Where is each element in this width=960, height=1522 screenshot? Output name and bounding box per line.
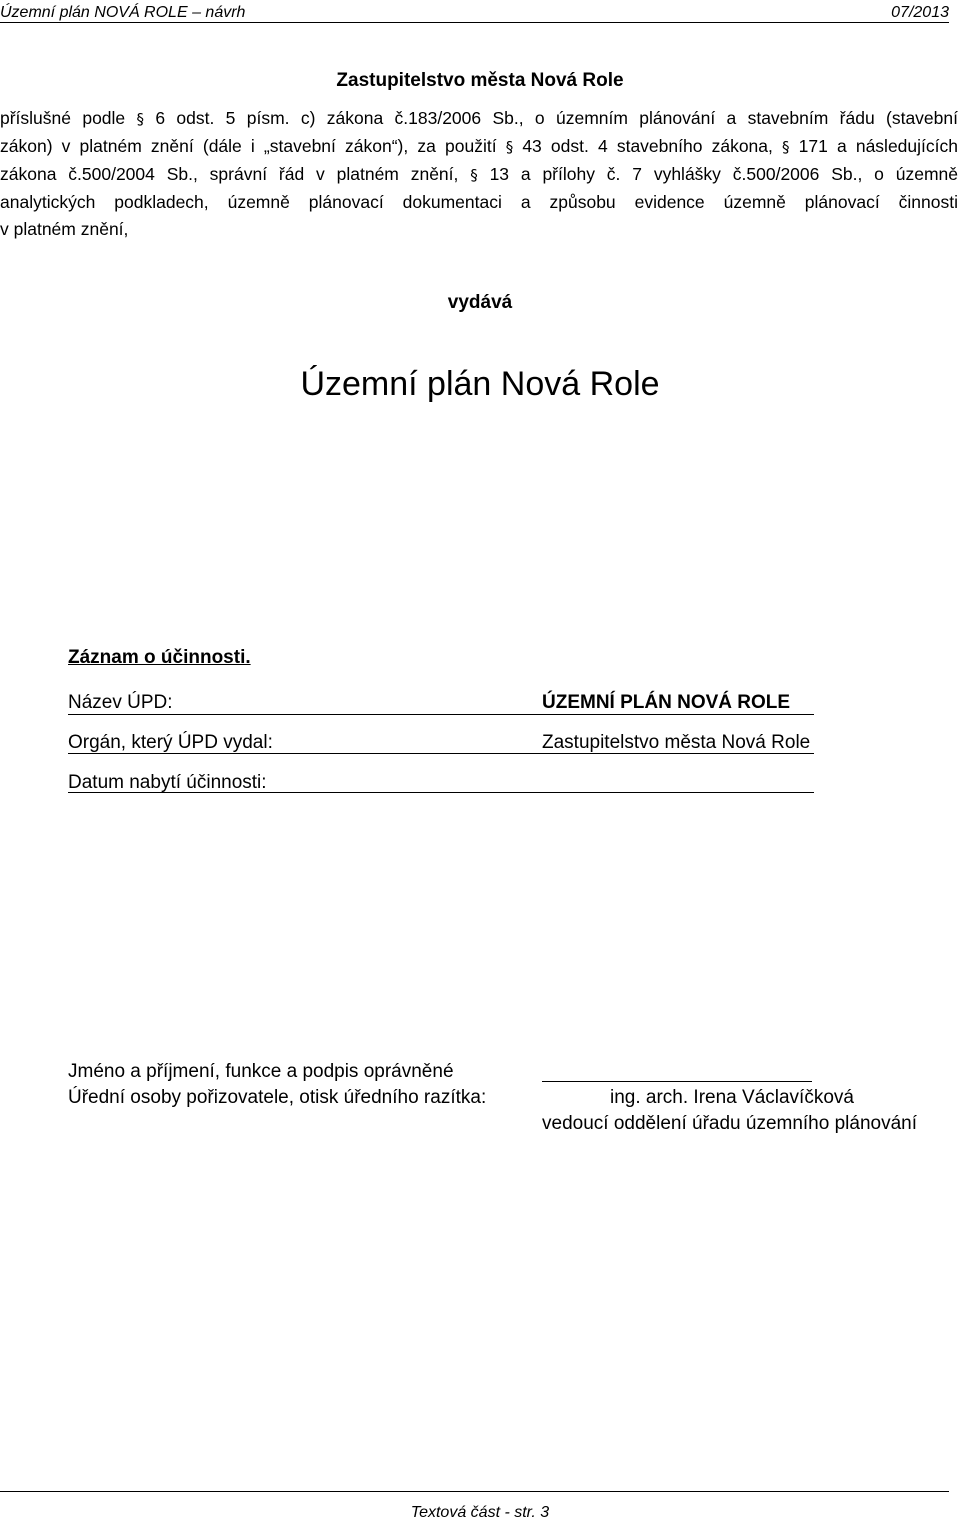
signatory-role: vedoucí oddělení úřadu územního plánování bbox=[542, 1113, 917, 1134]
paragraph-line: analytických podkladech, územně plánovací dokumentaci a způsobu evidence územně plánovací činnosti bbox=[0, 192, 958, 212]
record-heading: Záznam o účinnosti. bbox=[68, 647, 251, 668]
organ-label: Orgán, který ÚPD vydal: bbox=[68, 732, 273, 753]
paragraph-line: zákon) v platném znění (dále i „stavební zákon“), za použití § 43 odst. 4 stavebního zákona, § 171 a následujících bbox=[0, 136, 958, 156]
footer-rule bbox=[0, 1491, 949, 1492]
organ-value: Zastupitelstvo města Nová Role bbox=[542, 732, 811, 753]
paragraph-line: zákona č.500/2004 Sb., správní řád v platném znění, § 13 a přílohy č. 7 vyhlášky č.500/2006 Sb., o územně bbox=[0, 164, 959, 184]
page-header bbox=[0, 2, 949, 23]
effective-date-underline bbox=[68, 792, 814, 793]
name-underline bbox=[68, 714, 814, 715]
signature-label-line1: Jméno a příjmení, funkce a podpis oprávněné bbox=[68, 1061, 454, 1082]
paragraph-line: příslušné podle § 6 odst. 5 písm. c) zákona č.183/2006 Sb., o územním plánování a stavebním řádu (stavební bbox=[0, 108, 958, 128]
document-main-title: Územní plán Nová Role bbox=[300, 365, 660, 403]
page-footer: Textová část - str. 3 bbox=[410, 1504, 550, 1521]
signatory-name: ing. arch. Irena Václavíčková bbox=[610, 1087, 854, 1108]
effective-date-label: Datum nabytí účinnosti: bbox=[68, 772, 267, 793]
signature-label-line2: Úřední osoby pořizovatele, otisk úředního razítka: bbox=[68, 1087, 487, 1108]
section-sign-icon: § bbox=[470, 166, 478, 184]
name-label: Název ÚPD: bbox=[68, 692, 173, 713]
signature-line bbox=[542, 1081, 812, 1082]
legal-basis-paragraph bbox=[0, 105, 958, 243]
section-sign-icon: § bbox=[782, 138, 790, 156]
issuer-title: Zastupitelstvo města Nová Role bbox=[336, 70, 624, 91]
name-value: ÚZEMNÍ PLÁN NOVÁ ROLE bbox=[542, 692, 791, 713]
header-document-title: Územní plán NOVÁ ROLE – návrh bbox=[0, 4, 246, 21]
paragraph-line: v platném znění, bbox=[0, 219, 129, 239]
section-sign-icon: § bbox=[136, 110, 144, 128]
section-sign-icon: § bbox=[505, 138, 514, 156]
organ-underline bbox=[68, 753, 814, 754]
header-date: 07/2013 bbox=[891, 4, 949, 21]
issues-verb: vydává bbox=[447, 292, 513, 313]
